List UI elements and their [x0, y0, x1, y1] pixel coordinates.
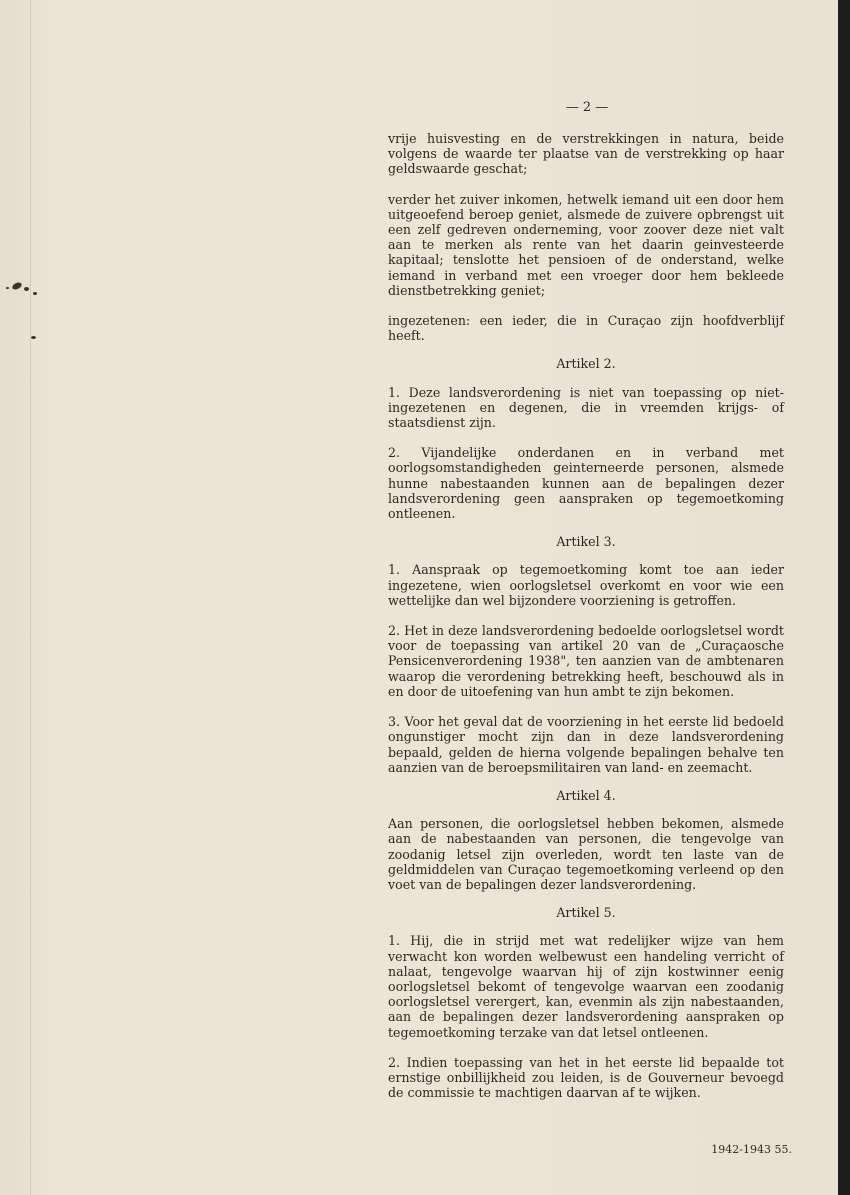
- definition-paragraph: verder het zuiver inkomen, hetwelk iemand uit een door hem uitgeoefend beroep geniet, alsmede de zuivere opbrengst uit een zelf gedreven onderneming, voor zoover deze niet valt aan te merken als rente van het daarin geinvesteerde kapitaal; tenslotte het pensioen of de onderstand, welke iemand in verband met een vroeger door hem bekleede dienstbetrekking geniet;: [388, 191, 784, 298]
- paper-stain-mark: [33, 292, 37, 295]
- body-text-column: [388, 98, 784, 1100]
- article-paragraph: 2. Indien toepassing van het in het eerste lid bepaalde tot ernstige onbillijkheid zou leiden, is de Gouverneur bevoegd de commissie te machtigen daarvan af te wijken.: [388, 1054, 784, 1101]
- page-fold-line: [30, 0, 31, 1195]
- article-paragraph: 1. Deze landsverordening is niet van toepassing op niet-ingezetenen en degenen, die in vreemden krijgs- of staatsdienst zijn.: [388, 384, 784, 431]
- paper-stain-mark: [11, 281, 23, 291]
- article-paragraph: 2. Het in deze landsverordening bedoelde oorlogsletsel wordt voor de toepassing van artikel 20 van de „Curaçaosche Pensicenverordening 1938", ten aanzien van de ambtenaren waarop die verordening betrekking heeft, beschouwd als in en door de uitoefening van hun ambt te zijn bekomen.: [388, 623, 784, 699]
- article-paragraph: Aan personen, die oorlogsletsel hebben bekomen, alsmede aan de nabestaanden van personen, die tengevolge van zoodanig letsel zijn overleden, wordt ten laste van de geldmiddelen van Curaçao tegemoetkoming verleend op den voet van de bepalingen dezer landsverordening.: [388, 816, 784, 892]
- definition-paragraph: vrije huisvesting en de verstrekkingen in natura, beide volgens de waarde ter plaatse van de verstrekking op haar geldswaarde geschat;: [388, 131, 784, 177]
- publication-footer: 1942-1943 55.: [711, 1143, 792, 1156]
- paper-stain-mark: [6, 287, 9, 289]
- article-paragraph: 2. Vijandelijke onderdanen en in verband met oorlogsomstandigheden geinterneerde personen, alsmede hunne nabestaanden kunnen aan de bepalingen dezer landsverordening geen aanspraken op tegemoetkoming ontleenen.: [388, 445, 784, 522]
- article-heading: Artikel 2.: [556, 356, 616, 372]
- paper-stain-mark: [31, 336, 36, 339]
- article-paragraph: 3. Voor het geval dat de voorziening in het eerste lid bedoeld ongunstiger mocht zijn dan in deze landsverordening bepaald, gelden de hierna volgende bepalingen behalve ten aanzien van de beroepsmilitairen van land- en zeemacht.: [388, 714, 784, 775]
- article-paragraph: 1. Hij, die in strijd met wat redelijker wijze van hem verwacht kon worden welbewust een handeling verricht of nalaat, tengevolge waarvan hij of zijn kostwinner eenig oorlogsletsel bekomt of tengevolge waarvan een zoodanig oorlogsletsel verergert, kan, evenmin als zijn nabestaanden, aan de bepalingen dezer landsverordening aanspraken op tegemoetkoming terzake van dat letsel ontleenen.: [388, 933, 784, 1040]
- article-heading: Artikel 4.: [556, 787, 616, 803]
- paper-stain-mark: [24, 287, 29, 291]
- article-heading: Artikel 3.: [556, 534, 616, 550]
- definition-paragraph: ingezetenen: een ieder, die in Curaçao zijn hoofdverblijf heeft.: [388, 313, 784, 344]
- page-number: — 2 —: [565, 100, 609, 115]
- article-heading: Artikel 5.: [556, 905, 616, 921]
- article-paragraph: 1. Aanspraak op tegemoetkoming komt toe aan ieder ingezetene, wien oorlogsletsel overkomt en voor wie een wettelijke dan wel bijzondere voorziening is getroffen.: [388, 562, 784, 608]
